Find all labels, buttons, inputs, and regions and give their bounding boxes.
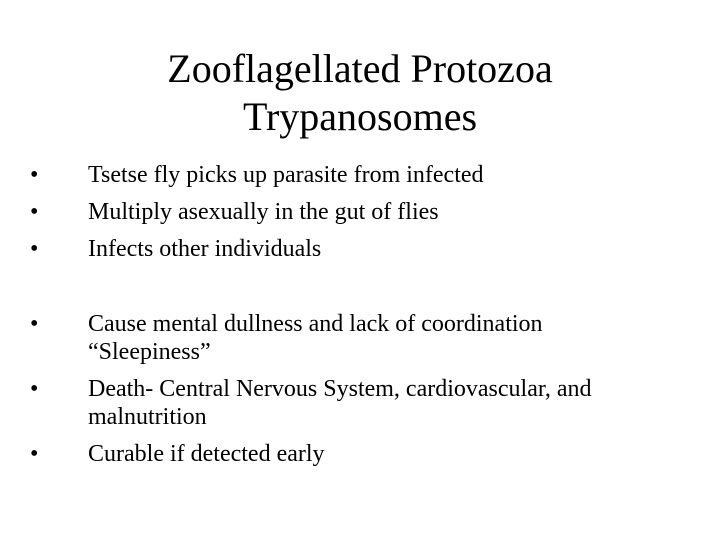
bullet-text: Multiply asexually in the gut of flies [88, 199, 439, 225]
bullet-list-1 [0, 161, 648, 272]
bullet-text: Tsetse fly picks up parasite from infected [88, 162, 484, 188]
bullet-icon: • [30, 162, 39, 188]
bullet-list-2 [0, 310, 648, 477]
bullet-icon: • [30, 376, 39, 402]
bullet-text: Cause mental dullness and lack of coordination “Sleepiness” [88, 311, 543, 365]
bullet-item [0, 235, 648, 263]
bullet-item [0, 310, 648, 366]
slide-title [60, 45, 660, 141]
bullet-item [0, 198, 648, 226]
title-line-2: Trypanosomes [242, 94, 478, 139]
bullet-item [0, 375, 648, 431]
bullet-item [0, 161, 648, 189]
bullet-text: Curable if detected early [88, 441, 325, 467]
bullet-text: Death- Central Nervous System, cardiovascular, and malnutrition [88, 376, 592, 430]
title-line-1: Zooflagellated Protozoa [167, 46, 553, 91]
bullet-icon: • [30, 199, 39, 225]
bullet-icon: • [30, 441, 39, 467]
bullet-icon: • [30, 236, 39, 262]
bullet-item [0, 440, 648, 468]
bullet-text: Infects other individuals [88, 236, 322, 262]
bullet-icon: • [30, 311, 39, 337]
